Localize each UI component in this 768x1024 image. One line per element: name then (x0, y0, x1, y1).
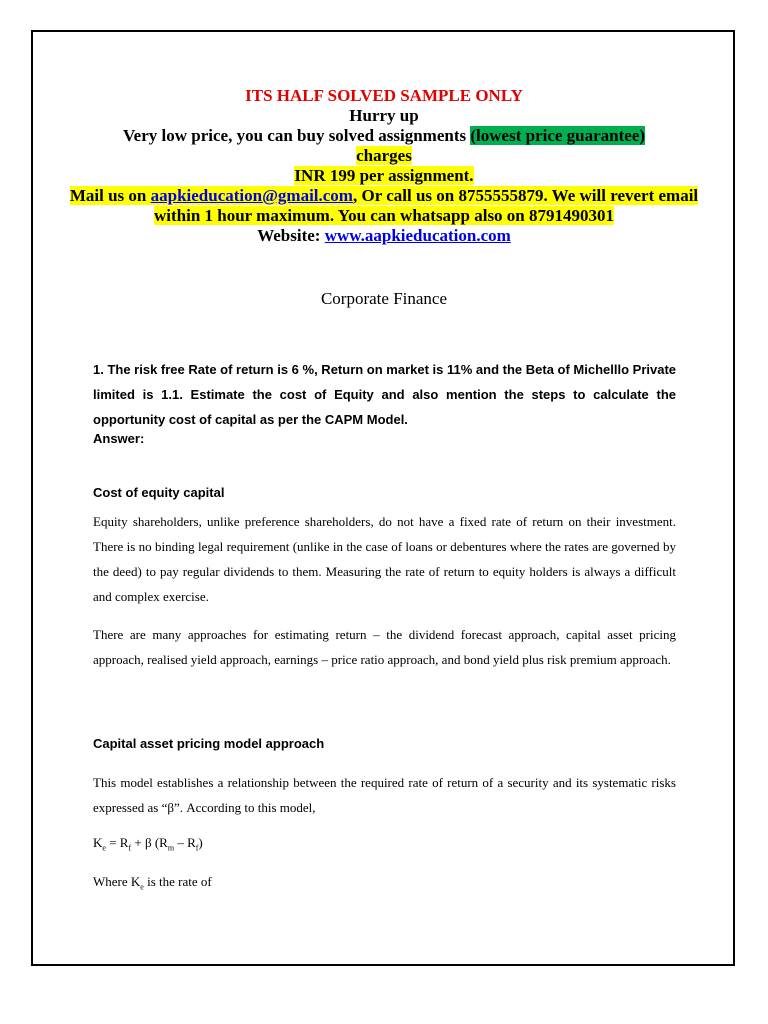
document-title: Corporate Finance (320, 289, 448, 308)
capm-formula: $K_e = R_f + \beta$ $(R_m - R_f)$ (93, 835, 203, 853)
where-text: Where $K_e$ is the rate of (93, 874, 212, 892)
website-label: Website: (257, 226, 325, 245)
website-link[interactable]: www.aapkieducation.com (324, 226, 511, 245)
inr-price-text: INR 199 per assignment. (294, 166, 474, 185)
paragraph-approaches: There are many approaches for estimating return – the dividend forecast approach, capital asset pricing approach, realised yield approach, earnings – price ratio approach, and bond yield plus risk premium approach. (93, 627, 676, 667)
hurry-up-text: Hurry up (349, 106, 419, 125)
paragraph-capm-model: This model establishes a relationship between the required rate of return of a security and its systematic risks expressed as “β”. According to this model, (93, 775, 676, 815)
answer-label: Answer: (93, 431, 145, 446)
email-link[interactable]: aapkieducation@gmail.com (150, 186, 353, 205)
promo-block (60, 86, 708, 246)
price-guarantee-highlight: (lowest price guarantee) (470, 126, 646, 145)
price-text: Very low price, you can buy solved assignments (122, 126, 471, 145)
question-text: 1. The risk free Rate of return is 6 %, Return on market is 11% and the Beta of Michelllo Private limited is 1.1. Estimate the cost of Equity and also mention the steps to calculate the opportunity cost of capital as per the CAPM Model. (93, 362, 677, 427)
capm-heading: Capital asset pricing model approach (93, 736, 325, 751)
mail-prefix: Mail us on (69, 186, 151, 205)
website-line (60, 226, 708, 246)
sample-notice: ITS HALF SOLVED SAMPLE ONLY (245, 86, 523, 105)
cost-of-equity-heading: Cost of equity capital (93, 485, 225, 500)
contact-rest: , Or call us on 8755555879. We will revert email within 1 hour maximum. You can whatsapp also on 8791490301 (153, 186, 699, 225)
paragraph-equity-shareholders: Equity shareholders, unlike preference shareholders, do not have a fixed rate of return on their investment. There is no binding legal requirement (unlike in the case of loans or debentures where the rates are governed by the deed) to pay regular dividends to them. Measuring the rate of return to equity holders is always a difficult and complex exercise. (93, 514, 676, 604)
contact-text (70, 186, 698, 225)
price-line (60, 126, 708, 146)
charges-text: charges (356, 146, 412, 165)
